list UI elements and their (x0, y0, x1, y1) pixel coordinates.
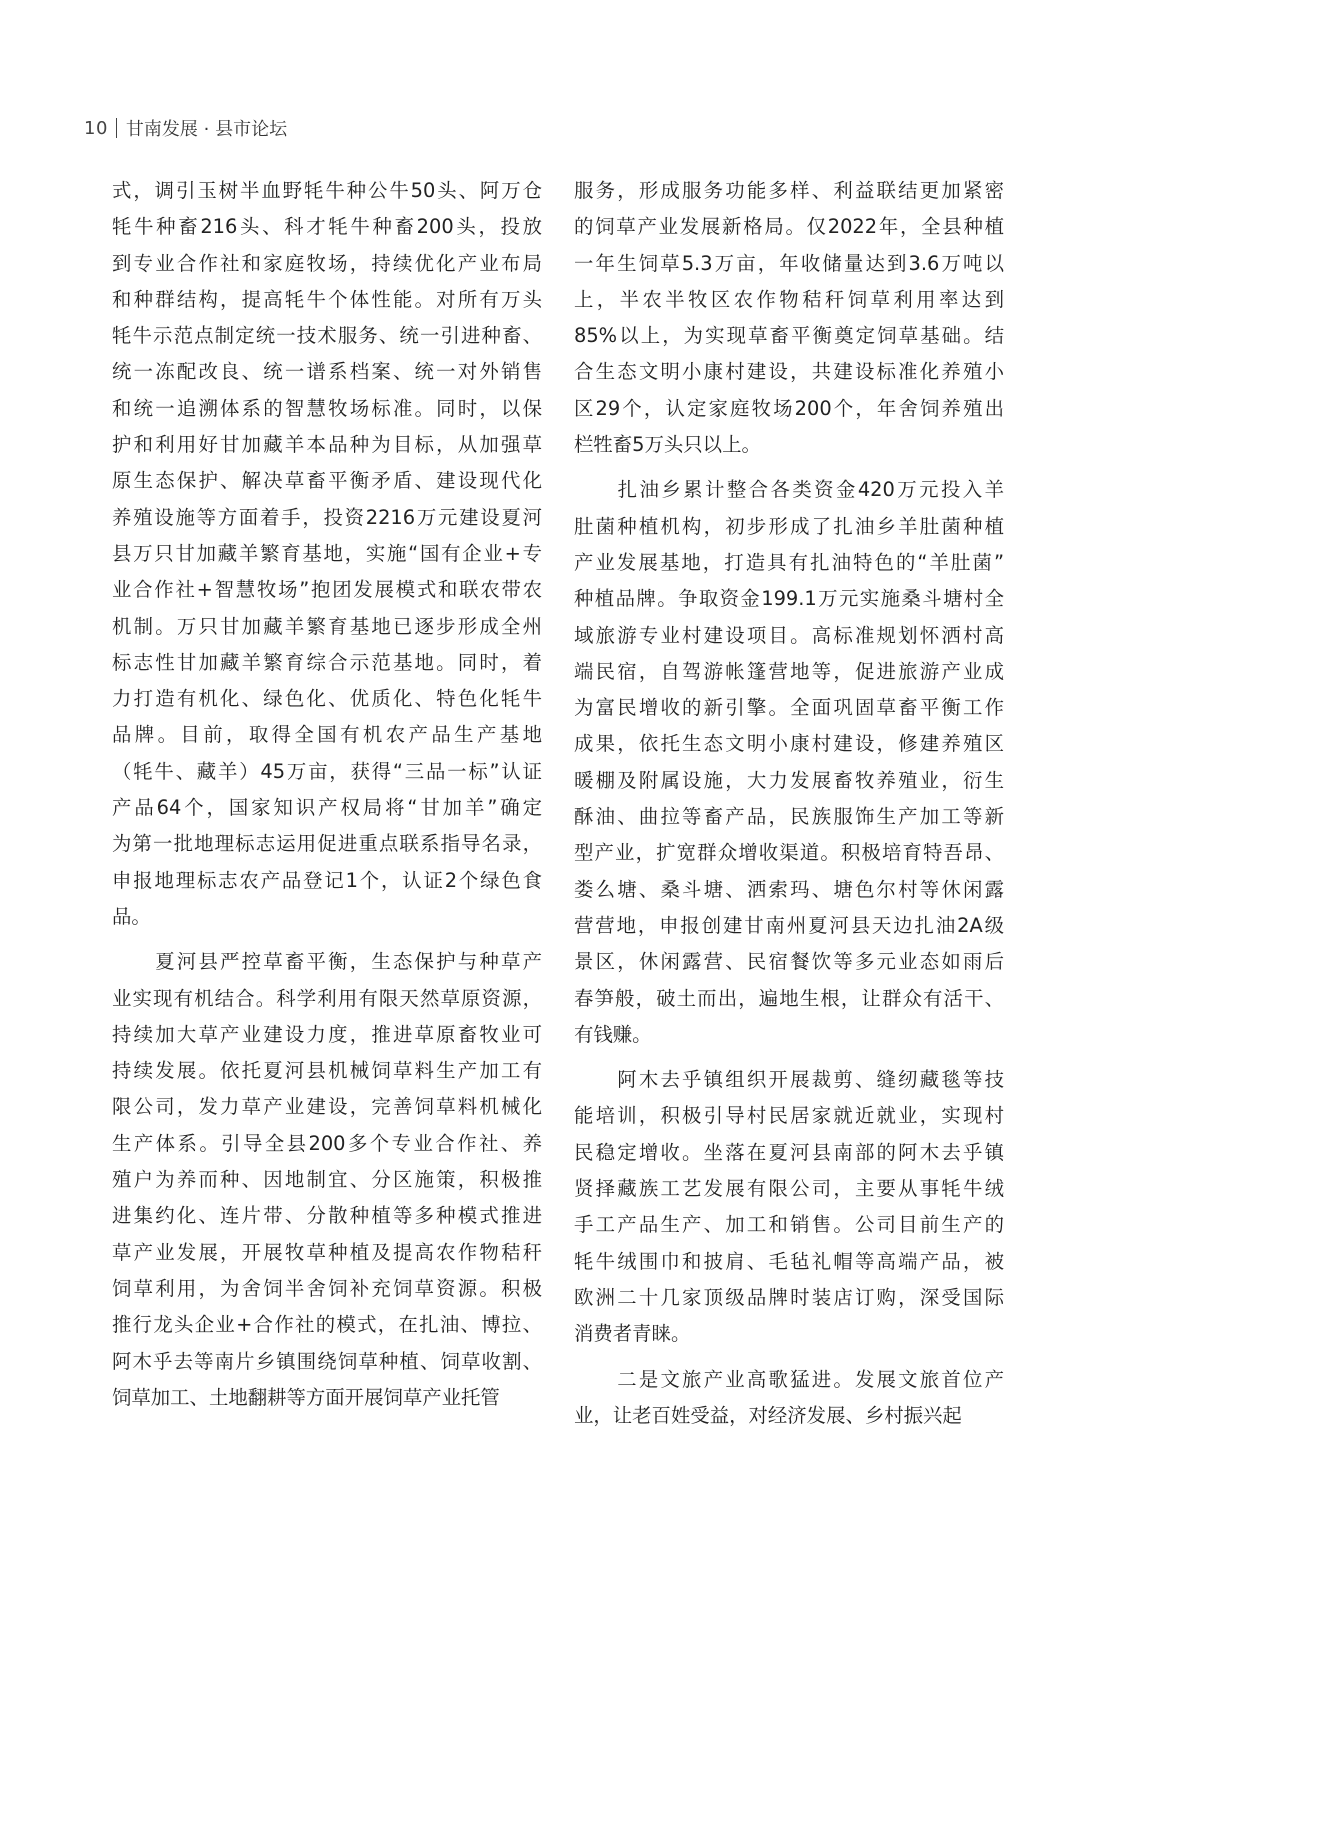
text-line: 服务，形成服务功能多样、利益联结更加紧密 (574, 179, 1004, 202)
paragraph (574, 472, 1004, 1053)
text-line: 牦牛种畜216头、科才牦牛种畜200头，投放 (112, 215, 542, 239)
text-line: 区29个，认定家庭牧场200个，年舍饲养殖出 (574, 396, 1004, 420)
text-line: 景区，休闲露营、民宿餐饮等多元业态如雨后 (574, 950, 1004, 974)
text-line: 二是文旅产业高歌猛进。发展文旅首位产 (574, 1367, 1004, 1391)
paragraph (112, 173, 542, 935)
paragraph-gap (574, 1353, 1004, 1362)
paragraph (574, 1062, 1004, 1352)
text-line: 推行龙头企业+合作社的模式，在扎油、博拉、 (112, 1313, 542, 1337)
page-number: 10 (84, 117, 108, 139)
text-line: 原生态保护、解决草畜平衡矛盾、建设现代化 (112, 469, 542, 493)
text-line: 力打造有机化、绿色化、优质化、特色化牦牛 (112, 687, 542, 711)
text-line: 牦牛示范点制定统一技术服务、统一引进种畜、 (112, 324, 542, 348)
text-line: 饲草利用，为舍饲半舍饲补充饲草资源。积极 (112, 1276, 542, 1300)
text-line: 限公司，发力草产业建设，完善饲草料机械化 (112, 1095, 542, 1119)
text-line: 品。 (112, 904, 151, 928)
text-line: 种植品牌。争取资金199.1万元实施桑斗塘村全 (574, 587, 1004, 611)
paragraph (574, 173, 1004, 463)
text-line: 酥油、曲拉等畜产品，民族服饰生产加工等新 (574, 805, 1004, 829)
text-line: 手工产品生产、加工和销售。公司目前生产的 (574, 1213, 1004, 1237)
text-line: 型产业，扩宽群众增收渠道。积极培育特吾昂、 (574, 841, 1004, 865)
text-line: 业合作社+智慧牧场”抱团发展模式和联农带农 (112, 578, 542, 602)
text-line: 式，调引玉树半血野牦牛种公牛50头、阿万仓 (112, 179, 542, 202)
text-line: 上，半农半牧区农作物秸秆饲草利用率达到 (574, 287, 1004, 311)
paragraph-gap (574, 463, 1004, 472)
text-line: 域旅游专业村建设项目。高标准规划怀洒村高 (574, 623, 1004, 647)
text-line: 娄么塘、桑斗塘、洒索玛、塘色尔村等休闲露 (574, 877, 1004, 901)
text-line: 的饲草产业发展新格局。仅2022年，全县种植 (574, 215, 1004, 239)
text-line: 养殖设施等方面着手，投资2216万元建设夏河 (112, 505, 542, 529)
left-column (112, 173, 542, 1416)
text-line: 成果，依托生态文明小康村建设，修建养殖区 (574, 732, 1004, 756)
text-line: 欧洲二十几家顶级品牌时装店订购，深受国际 (574, 1285, 1004, 1309)
text-line: 产品64个，国家知识产权局将“甘加羊”确定 (112, 796, 542, 820)
text-line: 合生态文明小康村建设，共建设标准化养殖小 (574, 360, 1004, 384)
header-divider (116, 118, 117, 138)
text-line: 民稳定增收。坐落在夏河县南部的阿木去乎镇 (574, 1140, 1004, 1164)
text-line: 标志性甘加藏羊繁育综合示范基地。同时，着 (112, 650, 542, 674)
text-line: （牦牛、藏羊）45万亩，获得“三品一标”认证 (112, 759, 542, 783)
text-line: 贤择藏族工艺发展有限公司，主要从事牦牛绒 (574, 1177, 1004, 1201)
right-column (574, 173, 1004, 1434)
text-line: 产业发展基地，打造具有扎油特色的“羊肚菌” (574, 550, 1004, 574)
paragraph-gap (112, 935, 542, 944)
text-line: 栏牲畜5万头只以上。 (574, 433, 761, 457)
text-line: 和种群结构，提高牦牛个体性能。对所有万头 (112, 287, 542, 311)
text-line: 业实现有机结合。科学利用有限天然草原资源， (112, 986, 542, 1010)
text-line: 为富民增收的新引擎。全面巩固草畜平衡工作 (574, 696, 1004, 720)
text-line: 护和利用好甘加藏羊本品种为目标，从加强草 (112, 433, 542, 457)
text-line: 春笋般，破土而出，遍地生根，让群众有活干、 (574, 986, 1004, 1010)
text-line: 进集约化、连片带、分散种植等多种模式推进 (112, 1204, 542, 1228)
text-line: 统一冻配改良、统一谱系档案、统一对外销售 (112, 360, 542, 384)
text-line: 业，让老百姓受益，对经济发展、乡村振兴起 (574, 1403, 962, 1427)
running-header (84, 115, 287, 141)
text-line: 营营地，申报创建甘南州夏河县天边扎油2A级 (574, 913, 1004, 937)
text-line: 生产体系。引导全县200多个专业合作社、养 (112, 1131, 542, 1155)
text-line: 殖户为养而种、因地制宜、分区施策，积极推 (112, 1168, 542, 1192)
text-line: 85%以上，为实现草畜平衡奠定饲草基础。结 (574, 324, 1004, 348)
text-line: 申报地理标志农产品登记1个，认证2个绿色食 (112, 868, 542, 892)
paragraph (112, 944, 542, 1416)
paragraph-gap (574, 1053, 1004, 1062)
text-line: 暖棚及附属设施，大力发展畜牧养殖业，衍生 (574, 768, 1004, 792)
text-line: 能培训，积极引导村民居家就近就业，实现村 (574, 1104, 1004, 1128)
text-line: 到专业合作社和家庭牧场，持续优化产业布局 (112, 251, 542, 275)
text-line: 阿木乎去等南片乡镇围绕饲草种植、饲草收割、 (112, 1349, 542, 1373)
text-line: 扎油乡累计整合各类资金420万元投入羊 (574, 478, 1004, 502)
text-line: 品牌。目前，取得全国有机农产品生产基地 (112, 723, 542, 747)
text-line: 草产业发展，开展牧草种植及提高农作物秸秆 (112, 1240, 542, 1264)
text-line: 和统一追溯体系的智慧牧场标准。同时，以保 (112, 396, 542, 420)
text-line: 端民宿，自驾游帐篷营地等，促进旅游产业成 (574, 659, 1004, 683)
section-title: 甘南发展 · 县市论坛 (125, 119, 288, 140)
paragraph (574, 1362, 1004, 1435)
text-line: 牦牛绒围巾和披肩、毛毡礼帽等高端产品，被 (574, 1249, 1004, 1273)
text-line: 为第一批地理标志运用促进重点联系指导名录， (112, 832, 542, 856)
text-line: 一年生饲草5.3万亩，年收储量达到3.6万吨以 (574, 251, 1004, 275)
text-line: 有钱赚。 (574, 1022, 652, 1046)
text-line: 阿木去乎镇组织开展裁剪、缝纫藏毯等技 (574, 1068, 1004, 1092)
text-line: 县万只甘加藏羊繁育基地，实施“国有企业+专 (112, 541, 542, 565)
text-line: 饲草加工、土地翻耕等方面开展饲草产业托管 (112, 1385, 500, 1409)
text-line: 夏河县严控草畜平衡，生态保护与种草产 (112, 950, 542, 974)
text-line: 持续发展。依托夏河县机械饲草料生产加工有 (112, 1059, 542, 1083)
text-line: 机制。万只甘加藏羊繁育基地已逐步形成全州 (112, 614, 542, 638)
text-line: 消费者青睐。 (574, 1322, 691, 1346)
text-line: 持续加大草产业建设力度，推进草原畜牧业可 (112, 1022, 542, 1046)
text-line: 肚菌种植机构，初步形成了扎油乡羊肚菌种植 (574, 514, 1004, 538)
